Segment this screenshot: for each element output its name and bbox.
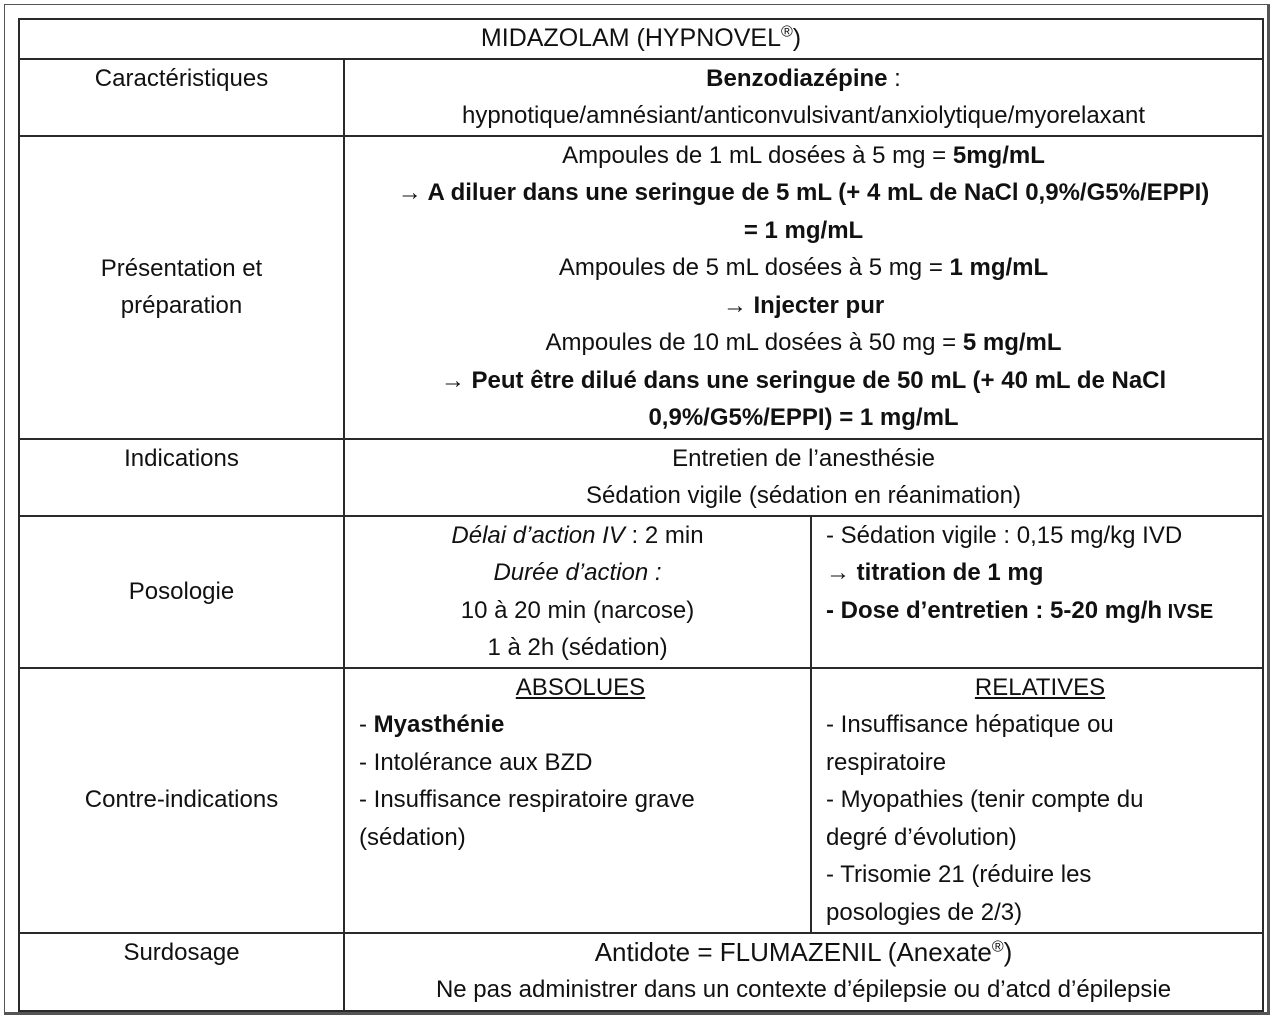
surdosage-content bbox=[344, 933, 1263, 1011]
absolue-item: - Insuffisance respiratoire grave bbox=[359, 786, 695, 813]
duree-sedation: 1 à 2h (sédation) bbox=[487, 634, 668, 661]
ampoule-2-text: Ampoules de 5 mL dosées à 5 mg = bbox=[558, 254, 950, 281]
contre-indications-label: Contre-indications bbox=[19, 668, 344, 933]
absolue-item: - Intolérance aux BZD bbox=[359, 748, 593, 776]
ampoule-2-instruction: → Injecter pur bbox=[722, 291, 885, 319]
entretien-line bbox=[826, 592, 1254, 632]
drug-title bbox=[19, 19, 1263, 59]
relative-item: - Trisomie 21 (réduire les bbox=[826, 861, 1092, 888]
antidote-line bbox=[353, 934, 1254, 972]
ampoule-1-dilution: → A diluer dans une seringue de 5 mL (+ 4 mL de NaCl 0,9%/G5%/EPPI) bbox=[397, 179, 1210, 206]
ampoule-2-concentration: 1 mg/mL bbox=[949, 254, 1049, 281]
relative-item: - Myopathies (tenir compte du bbox=[826, 786, 1144, 813]
drug-class-line bbox=[353, 60, 1254, 98]
entretien-route: IVSE bbox=[1162, 600, 1214, 623]
posologie-label: Posologie bbox=[19, 516, 344, 668]
ampoule-3-line bbox=[353, 324, 1254, 362]
delai-value: : 2 min bbox=[624, 521, 704, 549]
contre-indications-row bbox=[19, 668, 1263, 933]
ampoule-2-line bbox=[353, 249, 1254, 287]
presentation-row bbox=[19, 136, 1263, 439]
indications-label: Indications bbox=[19, 439, 344, 516]
surdosage-label: Surdosage bbox=[19, 933, 344, 1011]
ampoule-3-text: Ampoules de 10 mL dosées à 50 mg = bbox=[545, 329, 963, 356]
antidote-registered-mark: ® bbox=[991, 937, 1004, 955]
posologie-doses bbox=[811, 516, 1263, 668]
presentation-content bbox=[344, 136, 1263, 439]
registered-mark: ® bbox=[780, 23, 793, 41]
indication-item: Entretien de l’anesthésie bbox=[672, 444, 935, 472]
indication-item: Sédation vigile (sédation en réanimation) bbox=[586, 482, 1021, 509]
drug-class-suffix: : bbox=[887, 64, 901, 92]
ampoule-1-result: = 1 mg/mL bbox=[743, 216, 864, 244]
presentation-label bbox=[19, 136, 344, 439]
drug-sheet-table bbox=[18, 18, 1264, 1012]
relative-item-cont: degré d’évolution) bbox=[826, 823, 1017, 851]
drug-name: MIDAZOLAM (HYPNOVEL bbox=[480, 24, 781, 52]
absolues-header: ABSOLUES bbox=[515, 673, 646, 701]
relative-item: - Insuffisance hépatique ou bbox=[826, 711, 1114, 738]
ampoule-1-concentration: 5mg/mL bbox=[952, 141, 1045, 169]
indications-content bbox=[344, 439, 1263, 516]
sedation-dose: - Sédation vigile : 0,15 mg/kg IVD bbox=[826, 521, 1183, 549]
indications-row bbox=[19, 439, 1263, 516]
drug-effects: hypnotique/amnésiant/anticonvulsivant/anxiolytique/myorelaxant bbox=[461, 102, 1146, 129]
ampoule-3-dilution: → Peut être dilué dans une seringue de 50 mL (+ 40 mL de NaCl bbox=[440, 366, 1167, 394]
posologie-timing bbox=[344, 516, 811, 668]
caracteristiques-label: Caractéristiques bbox=[19, 59, 344, 136]
antidote-close: ) bbox=[1003, 936, 1013, 967]
relative-item-cont: respiratoire bbox=[826, 748, 947, 776]
duree-label: Durée d’action : bbox=[493, 559, 662, 586]
caracteristiques-row bbox=[19, 59, 1263, 136]
entretien-dose: - Dose d’entretien : 5-20 mg/h bbox=[826, 596, 1163, 624]
ampoule-3-concentration: 5 mg/mL bbox=[962, 329, 1062, 356]
title-close: ) bbox=[792, 24, 802, 52]
relative-item-cont: posologies de 2/3) bbox=[826, 898, 1023, 926]
surdosage-row bbox=[19, 933, 1263, 1011]
relatives-cell bbox=[811, 668, 1263, 933]
drug-class: Benzodiazépine bbox=[706, 64, 888, 92]
caracteristiques-content bbox=[344, 59, 1263, 136]
delai-label: Délai d’action IV bbox=[451, 521, 625, 549]
surdosage-warning: Ne pas administrer dans un contexte d’épilepsie ou d’atcd d’épilepsie bbox=[435, 976, 1172, 1003]
absolues-cell bbox=[344, 668, 811, 933]
title-row bbox=[19, 19, 1263, 59]
ampoule-1-text: Ampoules de 1 mL dosées à 5 mg = bbox=[562, 141, 953, 169]
presentation-label-line2: préparation bbox=[120, 292, 243, 319]
absolue-item-cont: (sédation) bbox=[359, 823, 466, 851]
titration-dose: → titration de 1 mg bbox=[826, 559, 1044, 586]
ampoule-1-line bbox=[353, 137, 1254, 175]
delai-line bbox=[353, 517, 802, 555]
posologie-row bbox=[19, 516, 1263, 668]
absolue-item bbox=[359, 706, 802, 744]
duree-narcose: 10 à 20 min (narcose) bbox=[460, 596, 695, 624]
absolue-prefix: - bbox=[359, 711, 374, 738]
relatives-header: RELATIVES bbox=[974, 673, 1106, 701]
presentation-label-line1: Présentation et bbox=[100, 254, 263, 282]
ampoule-3-result: 0,9%/G5%/EPPI) = 1 mg/mL bbox=[648, 404, 959, 431]
absolue-myasthenie: Myasthénie bbox=[373, 711, 505, 738]
antidote-text: Antidote = FLUMAZENIL (Anexate bbox=[594, 936, 992, 967]
